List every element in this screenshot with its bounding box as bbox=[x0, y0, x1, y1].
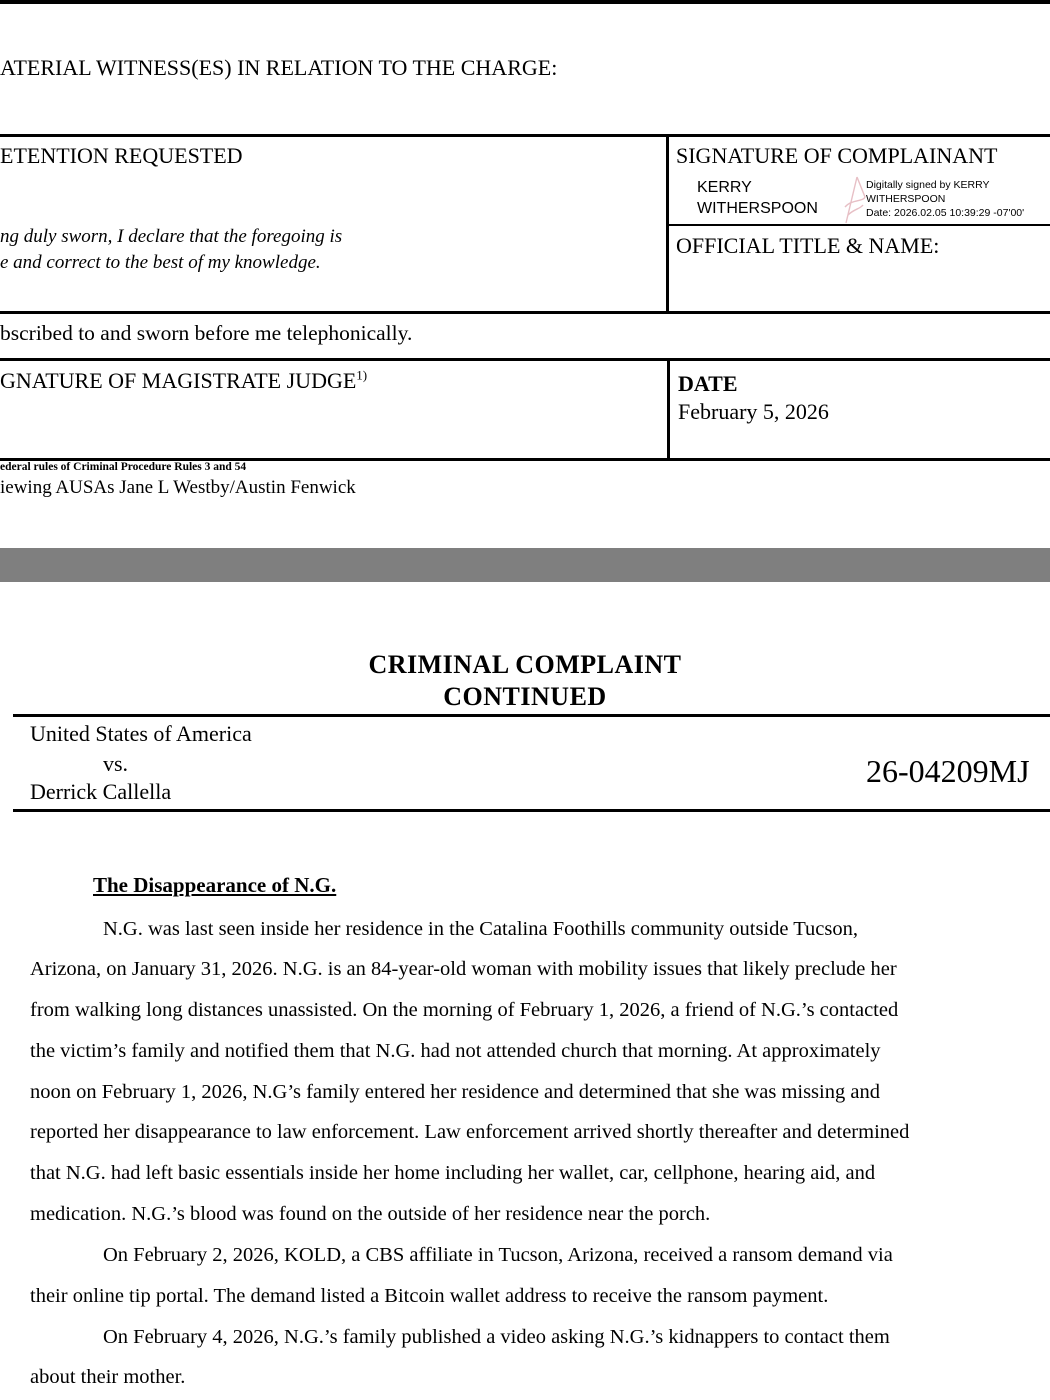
form-row1-top-border bbox=[0, 134, 1050, 137]
footnote-federal-rules: ederal rules of Criminal Procedure Rules 3 and 54 bbox=[0, 461, 247, 473]
page-separator-bar bbox=[0, 548, 1050, 582]
party-defendant: Derrick Callella bbox=[30, 779, 172, 804]
criminal-complaint-title: CRIMINAL COMPLAINT bbox=[368, 650, 682, 679]
body-line-12: about their mother. bbox=[30, 1366, 186, 1388]
caption-top-rule bbox=[13, 714, 1050, 717]
signature-of-complainant-label: SIGNATURE OF COMPLAINANT bbox=[676, 143, 998, 168]
body-line-6: reported her disappearance to law enforcement. Law enforcement arrived shortly thereafter and determined bbox=[30, 1121, 910, 1143]
sworn-declaration-line-2: e and correct to the best of my knowledge. bbox=[0, 252, 321, 273]
top-rule bbox=[0, 0, 1050, 4]
body-line-8: medication. N.G.’s blood was found on the outside of her residence near the porch. bbox=[30, 1203, 711, 1225]
body-line-5: noon on February 1, 2026, N.G’s family entered her residence and determined that she was missing and bbox=[30, 1081, 880, 1103]
official-title-name-label: OFFICIAL TITLE & NAME: bbox=[676, 233, 940, 258]
subscribed-sworn-line: bscribed to and sworn before me telephonically. bbox=[0, 321, 413, 345]
magistrate-row-divider bbox=[667, 358, 670, 461]
body-line-11: On February 4, 2026, N.G.’s family published a video asking N.G.’s kidnappers to contact them bbox=[103, 1326, 890, 1348]
caption-bottom-rule bbox=[13, 809, 1050, 812]
digital-signature-detail-line-1: Digitally signed by KERRY bbox=[866, 179, 990, 191]
body-line-3: from walking long distances unassisted. On the morning of February 1, 2026, a friend of N.G.’s contacted bbox=[30, 999, 899, 1021]
body-line-10: their online tip portal. The demand listed a Bitcoin wallet address to receive the ransom payment. bbox=[30, 1285, 829, 1307]
body-line-1: N.G. was last seen inside her residence in the Catalina Foothills community outside Tucson, bbox=[103, 918, 858, 940]
material-witness-charge-line: ATERIAL WITNESS(ES) IN RELATION TO THE CHARGE: bbox=[0, 55, 558, 80]
signature-of-magistrate-label bbox=[0, 368, 367, 394]
date-label: DATE bbox=[678, 371, 738, 396]
body-line-7: that N.G. had left basic essentials inside her home including her wallet, car, cellphone, hearing aid, and bbox=[30, 1162, 876, 1184]
date-value: February 5, 2026 bbox=[678, 399, 829, 424]
body-line-4: the victim’s family and notified them that N.G. had not attended church that morning. At approximately bbox=[30, 1040, 881, 1062]
signature-cell-bottom-border bbox=[666, 224, 1050, 226]
footnote-reviewing-ausas: iewing AUSAs Jane L Westby/Austin Fenwick bbox=[0, 477, 356, 498]
subscribed-row-top-border bbox=[0, 311, 1050, 314]
complainant-signature-name: KERRY WITHERSPOON bbox=[697, 179, 818, 217]
section-heading-disappearance: The Disappearance of N.G. bbox=[93, 873, 337, 897]
party-plaintiff: United States of America bbox=[30, 721, 252, 746]
detention-requested-label: ETENTION REQUESTED bbox=[0, 143, 243, 168]
versus-label: vs. bbox=[103, 751, 129, 776]
digital-signature-detail-line-3: Date: 2026.02.05 10:39:29 -07'00' bbox=[866, 207, 1025, 219]
body-line-9: On February 2, 2026, KOLD, a CBS affiliate in Tucson, Arizona, received a ransom demand via bbox=[103, 1244, 893, 1266]
magistrate-label-text: GNATURE OF MAGISTRATE JUDGE bbox=[0, 368, 357, 393]
magistrate-footnote-ref: 1) bbox=[356, 367, 368, 383]
sworn-declaration-line-1: ng duly sworn, I declare that the foregoing is bbox=[0, 226, 343, 247]
case-number: 26-04209MJ bbox=[866, 753, 1030, 789]
magistrate-row-top-border bbox=[0, 358, 1050, 361]
body-line-2: Arizona, on January 31, 2026. N.G. is an 84-year-old woman with mobility issues that likely preclude her bbox=[30, 958, 897, 980]
digital-signature-detail-line-2: WITHERSPOON bbox=[866, 193, 946, 205]
criminal-complaint-continued: CONTINUED bbox=[443, 682, 607, 711]
